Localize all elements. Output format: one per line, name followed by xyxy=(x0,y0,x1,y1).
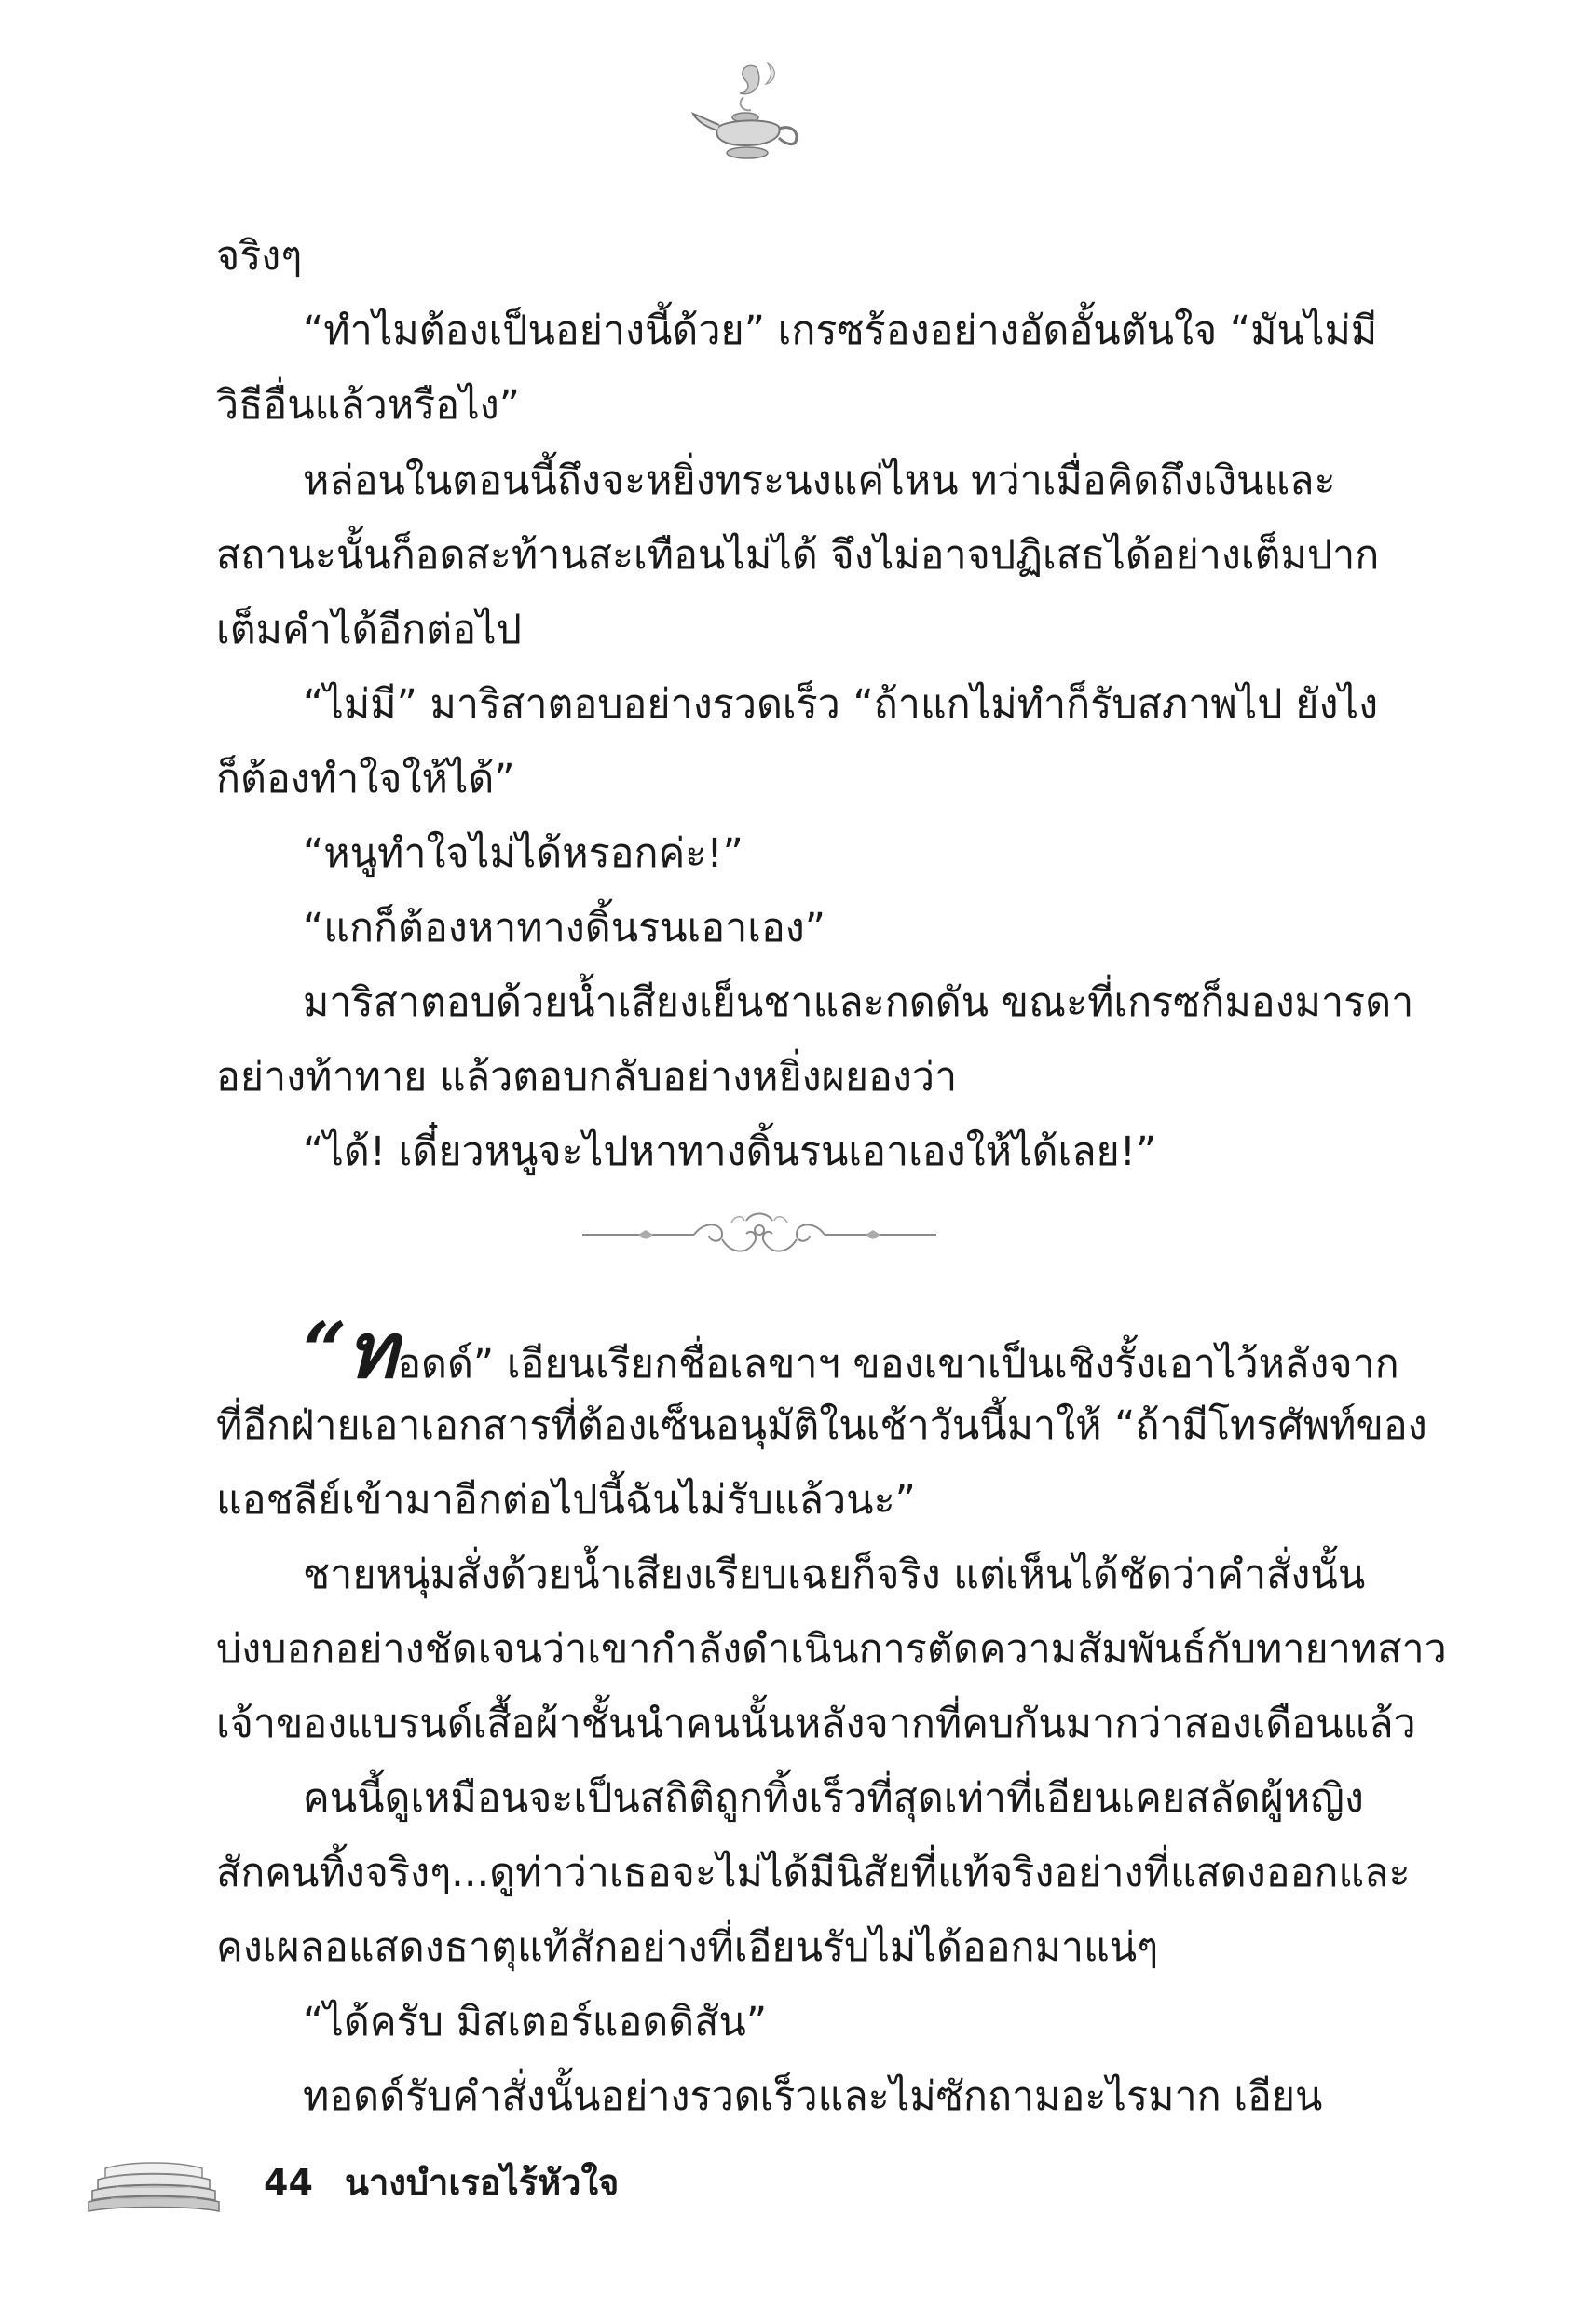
body-line: ทอดด์รับคำสั่งนั้นอย่างรวดเร็วและไม่ซักถามอะไรมาก เอียน xyxy=(303,2073,1323,2120)
body-line: ชายหนุ่มสั่งด้วยน้ำเสียงเรียบเฉยก็จริง แต่เห็นได้ชัดว่าคำสั่งนั้น xyxy=(303,1552,1366,1598)
body-line: “ได้ครับ มิสเตอร์แอดดิสัน” xyxy=(303,1999,768,2045)
body-line: หล่อนในตอนนี้ถึงจะหยิ่งทระนงแค่ไหน ทว่าเมื่อคิดถึงเงินและ xyxy=(303,458,1336,504)
page-footer xyxy=(79,2148,731,2222)
flourish-divider-icon xyxy=(582,1202,936,1267)
lamp-genie-icon xyxy=(689,56,815,168)
body-line: “หนูทำใจไม่ได้หรอกค่ะ!” xyxy=(303,830,743,877)
body-line: “แกก็ต้องหาทางดิ้นรนเอาเอง” xyxy=(303,905,826,951)
body-line: “ได้! เดี๋ยวหนูจะไปหาทางดิ้นรนเอาเองให้ได้เลย!” xyxy=(303,1128,1157,1175)
body-line: “ทำไมต้องเป็นอย่างนี้ด้วย” เกรซร้องอย่างอัดอั้นตันใจ “มันไม่มี xyxy=(303,308,1378,354)
body-line: บ่งบอกอย่างชัดเจนว่าเขากำลังดำเนินการตัดความสัมพันธ์กับทายาทสาว xyxy=(216,1626,1447,1673)
body-line: “ไม่มี” มาริสาตอบอย่างรวดเร็ว “ถ้าแกไม่ทำก็รับสภาพไป ยังไง xyxy=(303,681,1379,728)
body-line: สักคนทิ้งจริงๆ...ดูท่าว่าเธอจะไม่ได้มีนิสัยที่แท้จริงอย่างที่แสดงออกและ xyxy=(216,1850,1411,1896)
body-line: อย่างท้าทาย แล้วตอบกลับอย่างหยิ่งผยองว่า xyxy=(216,1054,958,1101)
dropcap: “ท xyxy=(303,1306,398,1396)
body-line-text: อดด์” เอียนเรียกชื่อเลขาฯ ของเขาเป็นเชิงรั้งเอาไว้หลังจาก xyxy=(397,1341,1399,1388)
body-line: เต็มคำได้อีกต่อไป xyxy=(216,607,522,653)
body-line: คงเผลอแสดงธาตุแท้สักอย่างที่เอียนรับไม่ได้ออกมาแน่ๆ xyxy=(216,1924,1159,1971)
body-line: มาริสาตอบด้วยน้ำเสียงเย็นชาและกดดัน ขณะที่เกรซก็มองมารดา xyxy=(303,979,1414,1026)
page-number: 44 xyxy=(264,2162,313,2203)
body-line: คนนี้ดูเหมือนจะเป็นสถิติถูกทิ้งเร็วที่สุดเท่าที่เอียนเคยสลัดผู้หญิง xyxy=(303,1775,1364,1822)
body-line: วิธีอื่นแล้วหรือไง” xyxy=(216,382,520,429)
body-line: จริงๆ xyxy=(216,233,303,280)
body-line: แอชลีย์เข้ามาอีกต่อไปนี้ฉันไม่รับแล้วนะ” xyxy=(216,1477,916,1524)
body-line-dropcap xyxy=(303,1306,1399,1396)
body-line: ที่อีกฝ่ายเอาเอกสารที่ต้องเซ็นอนุมัติในเช้าวันนี้มาให้ “ถ้ามีโทรศัพท์ของ xyxy=(216,1402,1427,1449)
body-line: สถานะนั้นก็อดสะท้านสะเทือนไม่ได้ จึงไม่อาจปฏิเสธได้อย่างเต็มปาก xyxy=(216,532,1380,579)
book-title: นางบำเรอไร้หัวใจ xyxy=(345,2162,620,2203)
book-stack-icon xyxy=(79,2154,228,2217)
body-line: ก็ต้องทำใจให้ได้” xyxy=(216,756,515,802)
body-line: เจ้าของแบรนด์เสื้อผ้าชั้นนำคนนั้นหลังจากที่คบกันมากว่าสองเดือนแล้ว xyxy=(216,1701,1416,1747)
